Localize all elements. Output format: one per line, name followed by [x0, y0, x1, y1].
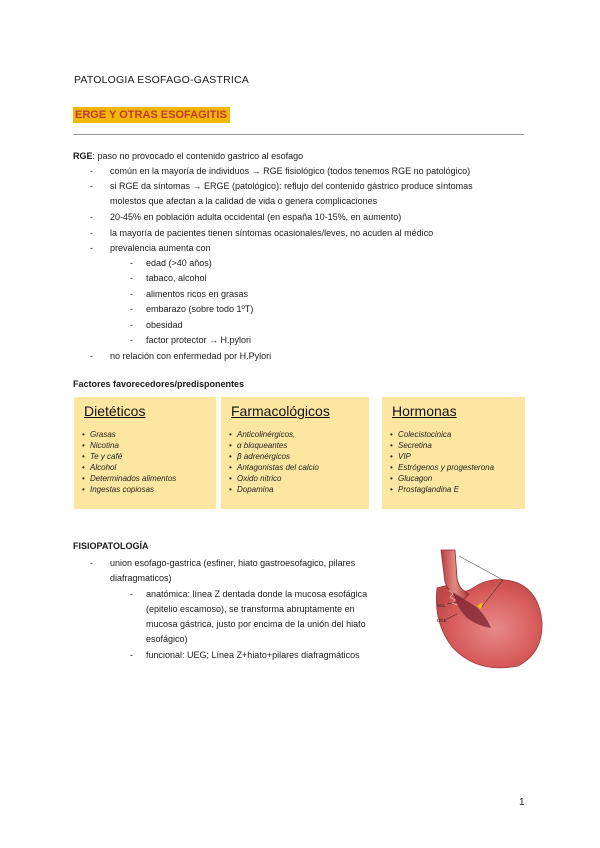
list-item: - prevalencia aumenta con [90, 241, 211, 257]
card-item: • Oxido nitrico [229, 474, 282, 483]
sub-list-item-continuation: mucosa gástrica, justo por encima de la unión del hiato [146, 619, 366, 629]
card-list [221, 429, 369, 495]
fisiopatologia-heading: FISIOPATOLOGÍA [73, 541, 149, 551]
sub-list-item: - anatómica: línea Z dentada donde la mucosa esofágica [130, 587, 367, 603]
sub-list-item-text: obesidad [146, 320, 183, 330]
card-item: • α bloqueantes [229, 441, 288, 450]
list-item-continuation: diafragmaticos) [110, 573, 172, 583]
sub-list-item-continuation: (epitelio escamoso), se transforma abruptamente en [146, 604, 355, 614]
card-title: Farmacológicos [231, 403, 330, 419]
card-item: • VIP [390, 452, 411, 461]
factor-card-farmacologicos [221, 397, 369, 509]
factors-heading: Factores favorecedores/predisponentes [73, 379, 245, 389]
factor-card-dieteticos [74, 397, 216, 509]
card-item: • Prostaglandina E [390, 485, 459, 494]
card-list [74, 429, 216, 495]
card-item: • β adrenérgicos [229, 452, 291, 461]
list-item-text: union esofago-gastrica (esfiner, hiato gastroesofagico, pilares [110, 558, 356, 568]
pointer-line [459, 556, 503, 580]
rge-definition [73, 149, 303, 165]
card-item: • Dopamina [229, 485, 274, 494]
sub-list-item-text: factor protector → H.pylori [146, 335, 252, 345]
section-title: ERGE Y OTRAS ESOFAGITIS [73, 107, 230, 123]
card-item: • Antagonistas del calcio [229, 463, 319, 472]
list-item-text: no relación con enfermedad por H.Pylori [110, 351, 272, 361]
sub-list-item-text: embarazo (sobre todo 1ºT) [146, 304, 254, 314]
page-number: 1 [519, 797, 525, 808]
card-item: • Anticolinérgicos, [229, 430, 296, 439]
list-item-continuation: molestos que afectan a la calidad de vida o genera complicaciones [110, 196, 378, 206]
sub-list-item: - factor protector → H.pylori [130, 333, 251, 349]
sub-list-item-text: alimentos ricos en grasas [146, 289, 249, 299]
sub-list-item-text: funcional: UEG; Línea Z+hiato+pilares diafragmáticos [146, 650, 360, 660]
card-item: • Nicotina [82, 441, 119, 450]
sub-list-item: - embarazo (sobre todo 1ºT) [130, 302, 253, 318]
sub-list-item: - alimentos ricos en grasas [130, 287, 248, 303]
list-item-text: si RGE da síntomas → ERGE (patológico): reflujo del contenido gástrico produce síntomas [110, 181, 473, 191]
list-item-text: común en la mayoría de individuos → RGE fisiológico (todos tenemos RGE no patológico) [110, 166, 471, 176]
sub-list-item: - obesidad [130, 318, 183, 334]
card-item: • Estrógenos y progesterona [390, 463, 495, 472]
list-item: - común en la mayoría de individuos → RGE fisiológico (todos tenemos RGE no patológico) [90, 164, 470, 180]
card-list [382, 429, 525, 495]
card-item: • Determinados alimentos [82, 474, 177, 483]
card-title: Dietéticos [84, 403, 146, 419]
card-title: Hormonas [392, 403, 457, 419]
sub-list-item: - funcional: UEG; Línea Z+hiato+pilares diafragmáticos [130, 648, 360, 664]
card-item: • Secretina [390, 441, 432, 450]
sub-list-item-text: edad (>40 años) [146, 258, 212, 268]
card-item: • Ingestas copiosas [82, 485, 155, 494]
sub-list-item: - edad (>40 años) [130, 256, 212, 272]
list-item: - la mayoría de pacientes tienen síntomas ocasionales/leves, no acuden al médico [90, 226, 433, 242]
list-item: - si RGE da síntomas → ERGE (patológico): reflujo del contenido gástrico produce síntomas [90, 179, 473, 195]
sub-list-item: - tabaco, alcohol [130, 271, 207, 287]
esophagogastric-junction-illustration [423, 548, 543, 674]
sub-list-item-text: tabaco, alcohol [146, 273, 207, 283]
figure-label-scl: SCL [437, 603, 446, 608]
divider [73, 134, 524, 135]
factor-card-hormonas [382, 397, 525, 509]
sub-list-item-continuation: esofágico) [146, 634, 188, 644]
list-item: - union esofago-gastrica (esfiner, hiato gastroesofagico, pilares [90, 556, 355, 572]
list-item-text: prevalencia aumenta con [110, 243, 211, 253]
rge-definition-text: : paso no provocado el contenido gastrico al esofago [92, 151, 304, 161]
sub-list-item-text: anatómica: línea Z dentada donde la mucosa esofágica [146, 589, 368, 599]
card-item: • Alcohol [82, 463, 117, 472]
list-item-text: la mayoría de pacientes tienen síntomas ocasionales/leves, no acuden al médico [110, 228, 434, 238]
card-item: • Glucagon [390, 474, 433, 483]
card-item: • Grasas [82, 430, 116, 439]
card-item: • Colecistocinica [390, 430, 452, 439]
list-item-text: 20-45% en población adulta occidental (en españa 10-15%, en aumento) [110, 212, 402, 222]
list-item: - no relación con enfermedad por H.Pylori [90, 349, 271, 365]
figure-label-uge: UGE [437, 618, 447, 623]
document-title: PATOLOGIA ESOFAGO-GASTRICA [74, 74, 249, 86]
card-item: • Te y café [82, 452, 123, 461]
rge-term: RGE [73, 151, 93, 161]
list-item: - 20-45% en población adulta occidental (en españa 10-15%, en aumento) [90, 210, 401, 226]
